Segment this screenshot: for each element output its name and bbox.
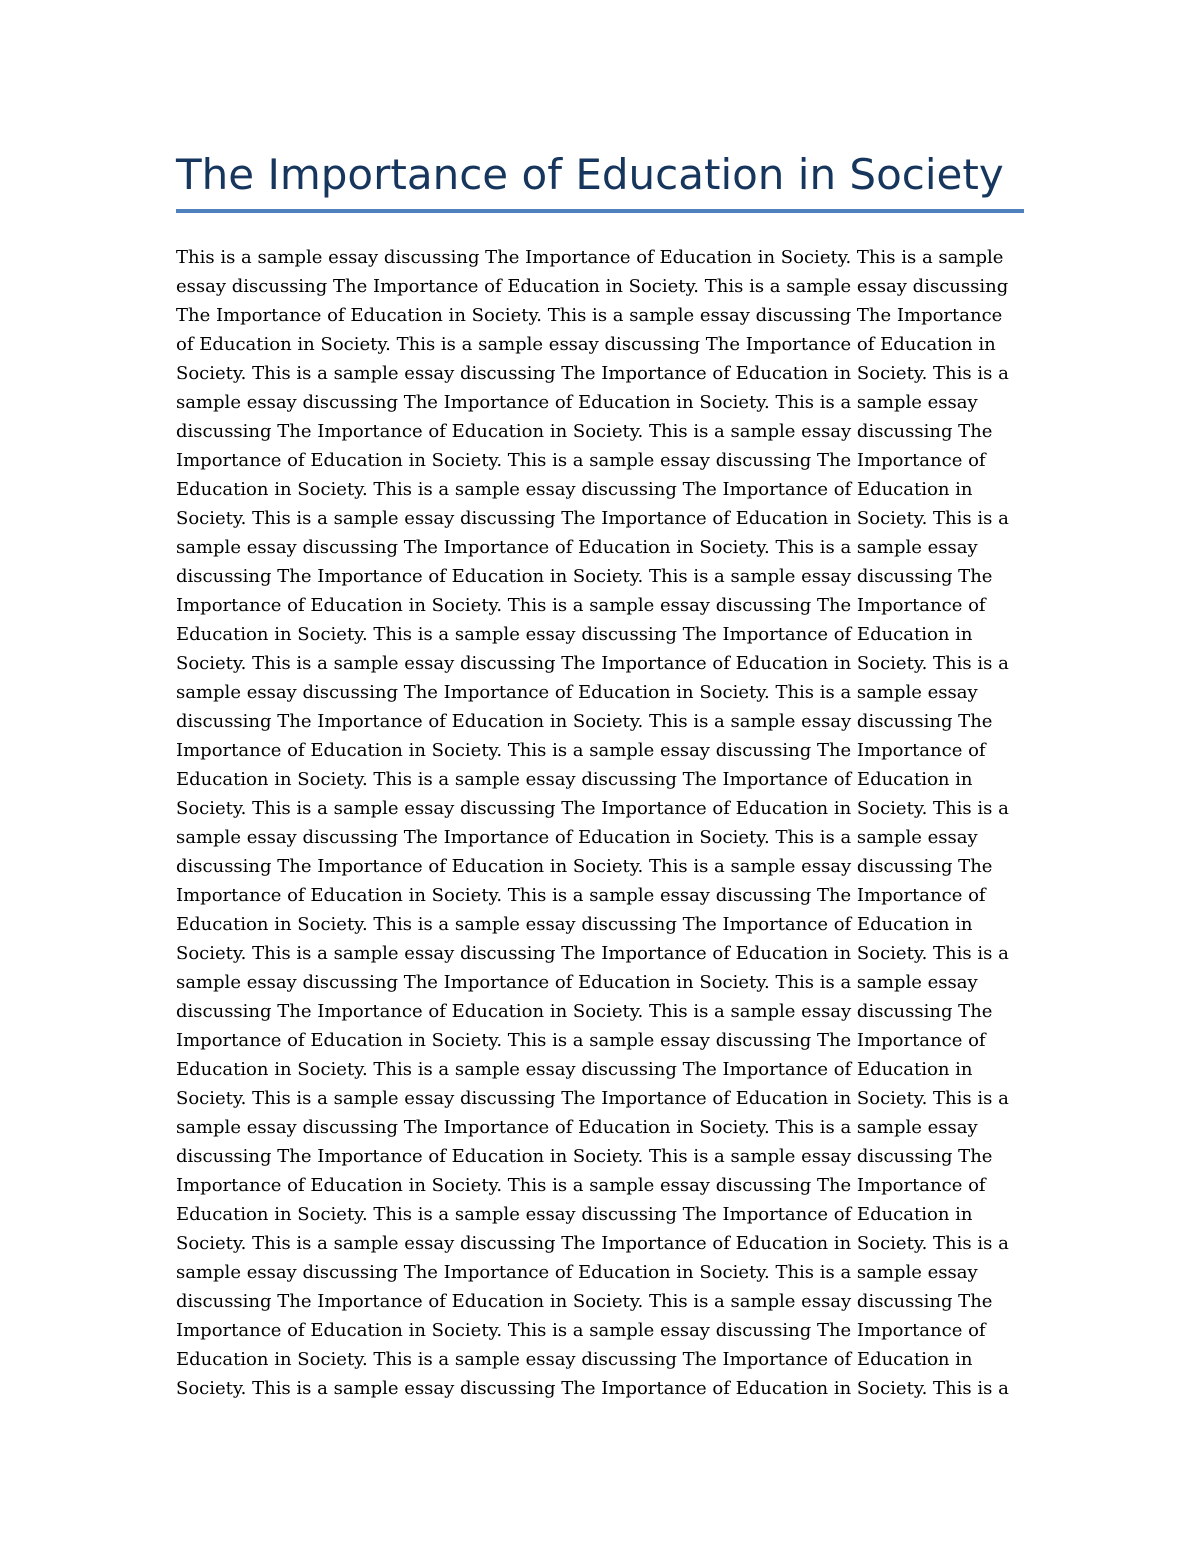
body-text-line: Education in Society. This is a sample essay discussing The Importance of Education in (176, 1349, 973, 1370)
body-text-line: Society. This is a sample essay discussing The Importance of Education in Society. This is a (176, 1088, 1009, 1109)
body-text-line: Importance of Education in Society. This is a sample essay discussing The Importance of (176, 450, 986, 471)
body-text-line: sample essay discussing The Importance of Education in Society. This is a sample essay (176, 972, 978, 993)
body-text-line: sample essay discussing The Importance of Education in Society. This is a sample essay (176, 537, 978, 558)
body-text-line: Education in Society. This is a sample essay discussing The Importance of Education in (176, 1059, 973, 1080)
body-text-line: discussing The Importance of Education in Society. This is a sample essay discussing The (176, 856, 993, 877)
body-text-line: Education in Society. This is a sample essay discussing The Importance of Education in (176, 914, 973, 935)
body-text-line: discussing The Importance of Education in Society. This is a sample essay discussing The (176, 1291, 993, 1312)
body-text-line: Importance of Education in Society. This is a sample essay discussing The Importance of (176, 595, 986, 616)
body-text-line: Importance of Education in Society. This is a sample essay discussing The Importance of (176, 1320, 986, 1341)
body-text-line: sample essay discussing The Importance of Education in Society. This is a sample essay (176, 827, 978, 848)
body-text-line: Importance of Education in Society. This is a sample essay discussing The Importance of (176, 1030, 986, 1051)
body-text-line: Education in Society. This is a sample essay discussing The Importance of Education in (176, 769, 973, 790)
body-text-line: Education in Society. This is a sample essay discussing The Importance of Education in (176, 624, 973, 645)
body-text-line: Importance of Education in Society. This is a sample essay discussing The Importance of (176, 885, 986, 906)
body-text-line: Society. This is a sample essay discussing The Importance of Education in Society. This is a (176, 943, 1009, 964)
body-text-line: sample essay discussing The Importance of Education in Society. This is a sample essay (176, 682, 978, 703)
body-text-line: sample essay discussing The Importance of Education in Society. This is a sample essay (176, 1117, 978, 1138)
body-text-line: This is a sample essay discussing The Importance of Education in Society. This is a sample (176, 247, 1004, 268)
body-text-line: Society. This is a sample essay discussing The Importance of Education in Society. This is a (176, 508, 1009, 529)
document-title: The Importance of Education in Society (176, 150, 1004, 199)
body-text-line: Society. This is a sample essay discussing The Importance of Education in Society. This is a (176, 653, 1009, 674)
body-text-line: discussing The Importance of Education in Society. This is a sample essay discussing The (176, 711, 993, 732)
body-text-line: Importance of Education in Society. This is a sample essay discussing The Importance of (176, 740, 986, 761)
body-text-line: discussing The Importance of Education in Society. This is a sample essay discussing The (176, 566, 993, 587)
body-text-line: sample essay discussing The Importance of Education in Society. This is a sample essay (176, 392, 978, 413)
body-text-line: discussing The Importance of Education in Society. This is a sample essay discussing The (176, 1001, 993, 1022)
body-text-line: Importance of Education in Society. This is a sample essay discussing The Importance of (176, 1175, 986, 1196)
body-text-line: sample essay discussing The Importance of Education in Society. This is a sample essay (176, 1262, 978, 1283)
body-text-line: Society. This is a sample essay discussing The Importance of Education in Society. This is a (176, 1378, 1009, 1399)
body-text-line: Society. This is a sample essay discussing The Importance of Education in Society. This is a (176, 363, 1009, 384)
document-body (176, 243, 1024, 1403)
body-text-line: Education in Society. This is a sample essay discussing The Importance of Education in (176, 479, 973, 500)
body-text-line: Society. This is a sample essay discussing The Importance of Education in Society. This is a (176, 1233, 1009, 1254)
title-underline-rule (176, 209, 1024, 213)
body-text-line: discussing The Importance of Education in Society. This is a sample essay discussing The (176, 421, 993, 442)
body-text-line: of Education in Society. This is a sample essay discussing The Importance of Education in (176, 334, 996, 355)
body-text-line: discussing The Importance of Education in Society. This is a sample essay discussing The (176, 1146, 993, 1167)
body-text-line: Education in Society. This is a sample essay discussing The Importance of Education in (176, 1204, 973, 1225)
body-text-line: The Importance of Education in Society. This is a sample essay discussing The Importance (176, 305, 1003, 326)
body-text-line: essay discussing The Importance of Education in Society. This is a sample essay discussing (176, 276, 1009, 297)
body-text-line: Society. This is a sample essay discussing The Importance of Education in Society. This is a (176, 798, 1009, 819)
